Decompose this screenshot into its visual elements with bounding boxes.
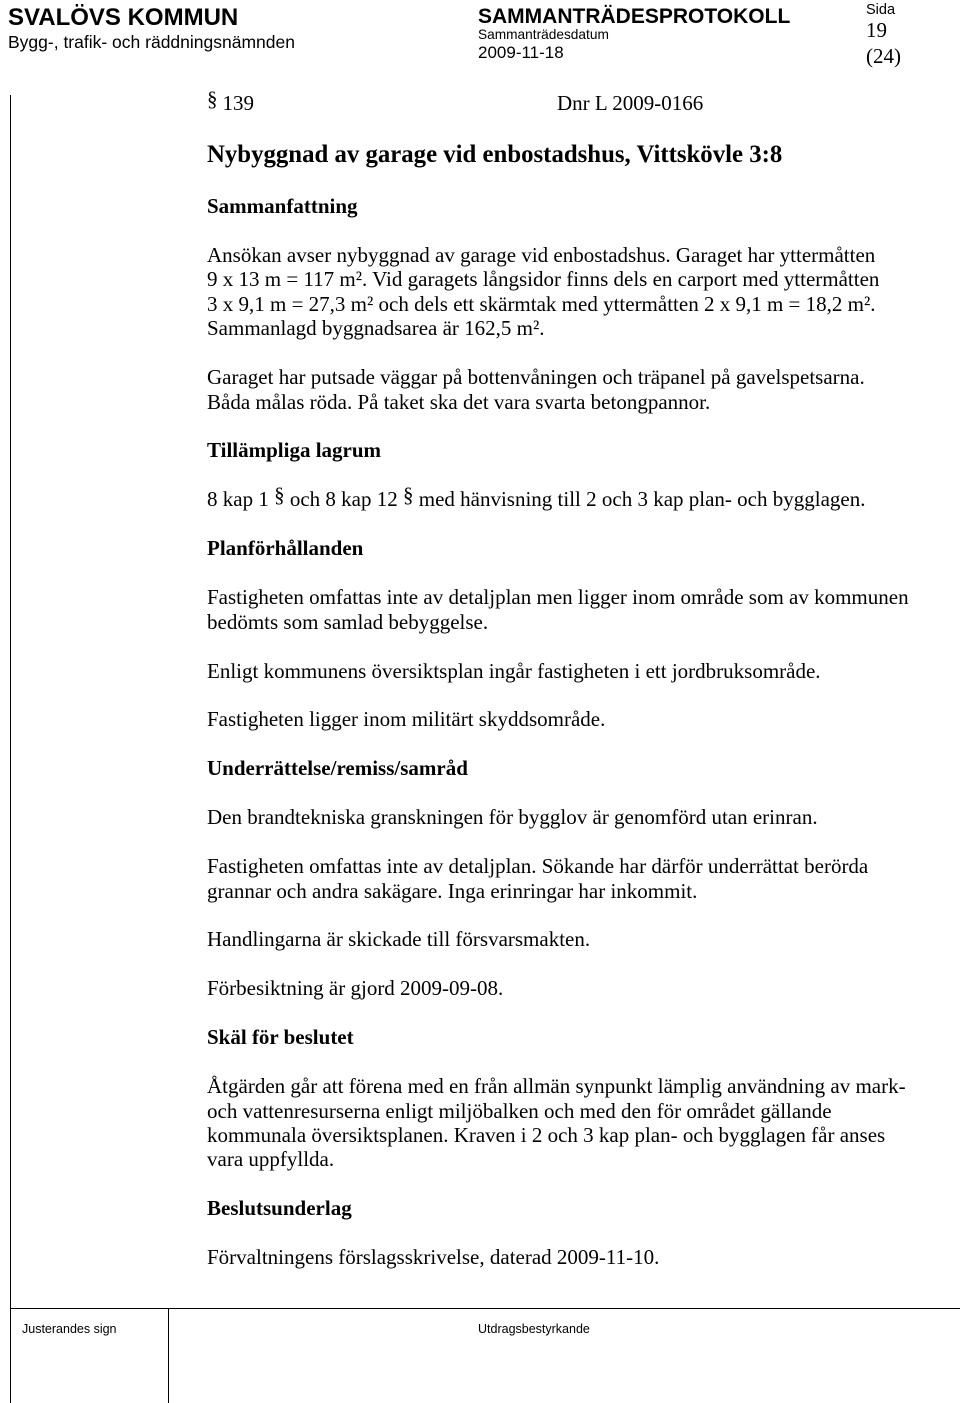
text-line: Fastigheten omfattas inte av detaljplan. Sökande har därför underrättat berörda [207,854,869,879]
text-segment: med hänvisning till 2 och 3 kap plan- och bygglagen. [413,487,866,512]
section-summary [207,194,909,414]
text-line: 9 x 13 m = 117 m². Vid garagets långsidor finns dels en carport med yttermåtten [207,267,880,292]
section-heading: Beslutsunderlag [207,1196,352,1221]
text-line: bedömts som samlad bebyggelse. [207,609,489,634]
text-segment: och 8 kap 12 [284,487,403,512]
paragraph [207,1245,909,1269]
text-line: Sammanlagd byggnadsarea är 162,5 m². [207,316,545,341]
text-line: Enligt kommunens översiktsplan ingår fastigheten i ett jordbruksområde. [207,658,821,683]
paragraph [207,659,909,683]
left-margin-rule [10,95,11,1403]
text-line [207,483,909,512]
section-legal-basis [207,438,909,511]
section-planning-conditions [207,536,909,732]
text-line: Båda målas röda. På taket ska det vara svarta betongpannor. [207,389,711,414]
committee-name: Bygg-, trafik- och räddningsnämnden [8,32,295,52]
section-heading: Tillämpliga lagrum [207,438,382,463]
meeting-date-label: Sammanträdesdatum [478,27,609,42]
text-line: Garaget har putsade väggar på bottenvåningen och träpanel på gavelspetsarna. [207,365,865,390]
text-line: grannar och andra sakägare. Inga erinringar har inkommit. [207,878,698,903]
text-line: Åtgärden går att förena med en från allmän synpunkt lämplig användning av mark- [207,1074,906,1099]
text-line: Förvaltningens förslagsskrivelse, daterad 2009-11-10. [207,1245,660,1270]
text-line: vara uppfyllda. [207,1147,335,1172]
section-heading: Sammanfattning [207,194,358,218]
text-line: Förbesiktning är gjord 2009-09-08. [207,976,504,1001]
paragraph [207,854,909,903]
text-line: Den brandtekniska granskningen för bygglov är genomförd utan erinran. [207,805,818,830]
signature-label: Justerandes sign [22,1322,117,1336]
page-total: (24) [866,44,901,68]
document-type: SAMMANTRÄDESPROTOKOLL [478,5,791,28]
paragraph [207,707,909,731]
section-heading: Underrättelse/remiss/samråd [207,756,468,781]
text-line: Fastigheten omfattas inte av detaljplan men ligger inom område som av kommunen [207,585,909,610]
footer-rule [10,1308,960,1309]
organization-name: SVALÖVS KOMMUN [8,4,239,31]
paragraph [207,585,909,634]
paragraph [207,1074,909,1172]
case-section-line [207,87,254,115]
paragraph [207,976,909,1000]
paragraph [207,483,909,512]
paragraph [207,805,909,829]
page-number: 19 [866,18,887,42]
text-segment: 8 kap 1 [207,487,275,512]
section-grounds-for-decision [207,1025,909,1172]
section-consultation [207,756,909,1000]
text-line: 3 x 9,1 m = 27,3 m² och dels ett skärmtak med yttermåtten 2 x 9,1 m = 18,2 m². [207,291,876,316]
section-heading: Planförhållanden [207,536,364,561]
paragraph [207,243,909,341]
paragraph [207,927,909,951]
section-decision-basis [207,1196,909,1269]
section-number: 139 [222,91,254,115]
footer-divider [168,1308,169,1403]
text-line: kommunala översiktsplanen. Kraven i 2 och 3 kap plan- och bygglagen får anses [207,1122,886,1147]
case-reference: Dnr L 2009-0166 [557,91,704,115]
certification-label: Utdragsbestyrkande [478,1322,590,1336]
paragraph [207,365,909,414]
page-label: Sida [866,2,896,18]
protocol-body [207,194,909,1294]
case-title: Nybyggnad av garage vid enbostadshus, Vittskövle 3:8 [207,141,783,168]
section-symbol: § [207,87,218,111]
text-line: Fastigheten ligger inom militärt skyddsområde. [207,707,606,732]
meeting-date: 2009-11-18 [478,43,564,62]
section-heading: Skäl för beslutet [207,1025,354,1050]
section-symbol: § [402,483,414,508]
text-line: Ansökan avser nybyggnad av garage vid enbostadshus. Garaget har yttermåtten [207,242,876,267]
section-symbol: § [274,483,285,508]
text-line: Handlingarna är skickade till försvarsmakten. [207,927,591,952]
text-line: och vattenresurserna enligt miljöbalken och med den för området gällande [207,1098,832,1123]
